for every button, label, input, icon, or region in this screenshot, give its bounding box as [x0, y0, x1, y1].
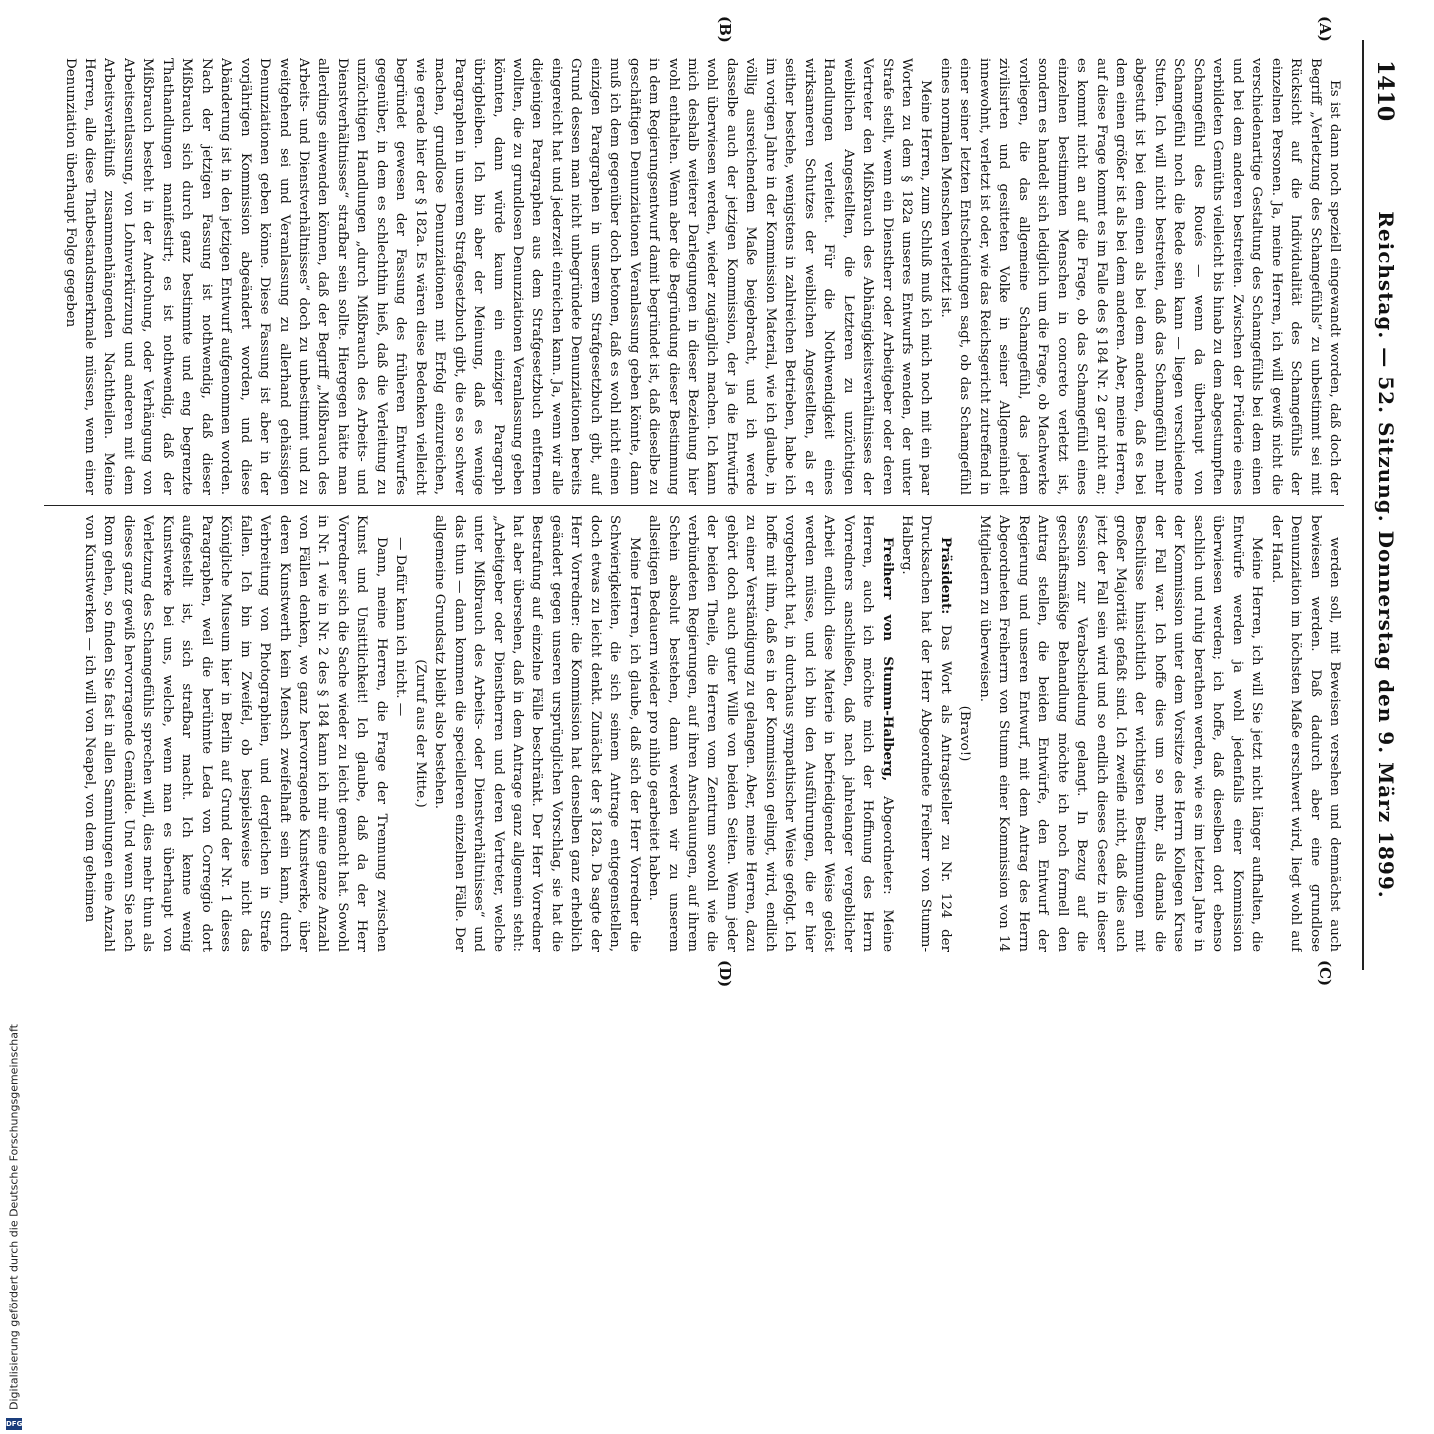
page-number: 1410: [1372, 60, 1398, 122]
speaker-name: Freiherr von Stumm-Halberg,: [879, 537, 896, 782]
paragraph: — Dafür kann ich nicht. —: [393, 537, 409, 717]
speech-text: Abgeordneter: Meine Herren, auch ich möchte mich der Hoffnung des Herrn Vorredners anschließen, daß nach jahrelanger vergeblicher Arbeit endlich diese Materie in befriedigender Weise gelöst werden müsse, und ich bin den Ausführungen, die er hier vorgebracht hat, in durchaus sympathischer Weise gefolgt. Ich hoffe mit ihm, daß es in der Kommission gelingt, wird, endlich zu einer Verständigung zu gelangen. Aber, meine Herren, dazu gehört doch auch guter Wille von beiden Seiten. Wenn jeder der beiden Theile, die Herren vom Zentrum sowohl wie die verbündeten Regierungen, auf ihren Anschauungen, auf ihrem Schein absolut bestehen, dann werden wir zu unserem allseitigen Bedauern wieder pro nihilo gearbeitet haben.: [646, 515, 895, 952]
speech-text: Das Wort als Antragsteller zu Nr. 124 der Drucksachen hat der Herr Abgeordnete Freiherr von Stumm-Halberg.: [899, 515, 953, 952]
interjection: (Bravo!): [957, 705, 973, 762]
left-column: [44, 58, 1344, 495]
paragraph: Meine Herren, ich glaube, daß sich der Herr Vorredner die Schwierigkeiten, die sich seinem Antrage entgegenstellen, doch etwas zu leicht denkt. Zunächst der § 182a. Da sagte der Herr Vorredner: die Kommission hat denselben ganz erheblich geändert gegen unseren ursprünglichen Vorschlag, sie hat die Bestrafung auf einzelne Fälle beschränkt. Der Herr Vorredner hat aber übersehen, daß in dem Antrage ganz allgemein steht: „Arbeitgeber oder Dienstherren und deren Vertreter, welche unter Mißbrauch des Arbeits- oder Dienstverhältnisses“ und das thun — dann kommen die specielleren einzelnen Fälle. Der allgemeine Grundsatz bleibt also bestehen.: [432, 515, 642, 952]
digitization-note-text: Digitalisierung gefördert durch die Deutsche Forschungsgemeinschaft: [7, 1024, 21, 1410]
column-divider: [44, 505, 1344, 506]
right-column: [44, 515, 1344, 952]
interjection: (Zuruf aus der Mitte.): [412, 659, 428, 808]
paragraph: Dann, meine Herren, die Frage der Trennung zwischen Kunst und Unsittlichkeit! Ich glaube, daß da der Herr Vorredner sich die Sache wieder zu leicht gemacht hat. Sowohl in Nr. 1 wie in Nr. 2 des § 184 kann ich mir eine ganze Anzahl von Fällen denken, wo ganz hervorragende Kunstwerke, über deren Kunstwerth kein Mensch zweifelhaft sein kann, durch Verbreitung von Photographien, und dergleichen in Strafe fallen. Ich bin im Zweifel, ob beispielsweise nicht das Königliche Museum hier in Berlin auf Grund der Nr. 1 dieses Paragraphen, weil die berühmte Leda von Correggio dort aufgestellt ist, sich strafbar macht. Ich kenne wenig Kunstwerke bei uns, welche, wenn man es überhaupt von Verletzung des Schamgefühls sprechen will, dies mehr thun als dieses ganz gewiß hervorragende Gemälde. Und wenn Sie nach Rom gehen, so finden Sie fast in allen Sammlungen eine Anzahl von Kunstwerken — ich will von Neapel, von dem geheimen: [82, 515, 389, 952]
running-title: Reichstag. — 52. Sitzung. Donnerstag den 9. März 1899.: [1374, 211, 1398, 899]
dfg-logo: DFG: [6, 1420, 23, 1428]
speaker-name: Präsident:: [937, 537, 954, 615]
paragraph: werden soll, mit Beweisen versehen und demnächst auch bewiesen werden. Daß dadurch aber eine grundlose Denunziation im höchsten Maße erschwert wird, liegt wohl auf der Hand.: [1268, 515, 1342, 952]
margin-mark-d: (D): [716, 960, 734, 988]
margin-mark-a: (A): [1316, 16, 1334, 42]
margin-mark-b: (B): [716, 16, 734, 43]
paragraph: Meine Herren, zum Schluß muß ich mich noch mit ein paar Worten zu dem § 182a unseres Entwurfs wenden, der unter Strafe stellt, wenn ein Dienstherr oder Arbeitgeber oder deren Vertreter den Mißbrauch des Abhängigkeitsverhältnisses der weiblichen Angestellten, die Letzteren zu unzüchtigen Handlungen verleitet. Für die Nothwendigkeit eines wirksameren Schutzes der weiblichen Angestellten, als er seither bestehe, wenigstens in zahlreichen Betrieben, habe ich im vorigen Jahre in der Kommission Material, wie ich glaube, in völlig ausreichendem Maße beigebracht, und ich werde dasselbe auch der jetzigen Kommission, der ja die Entwürfe wohl überwiesen werden, wieder zugänglich machen. Ich kann mich deshalb weiterer Darlegungen in dieser Beziehung hier wohl enthalten. Wenn aber die Begründung dieser Bestimmung in dem Regierungsentwurf damit begründet ist, daß dieselbe zu geschäftigen Denunziationen Veranlassung geben könnte, dann muß ich dem gegenüber doch betonen, daß es wohl nicht einen einzigen Paragraphen in unserem Strafgesetzbuch gibt, auf Grund dessen man nicht unbegründete Denunziationen bereits eingereicht hat und jederzeit einreichen kann. Ja, wenn wir alle diejenigen Paragraphen aus dem Strafgesetzbuch entfernen wollten, die zu grundlosen Denunziationen Veranlassung geben könnten, dann würde kaum ein einziger Paragraph übrigbleiben. Ich bin aber der Meinung, daß es wenige Paragraphen in unserem Strafgesetzbuch gibt, die es so schwer machen, grundlose Denunziationen mit Erfolg einzureichen, wie gerade hier der § 182a. Es wären diese Bedenken vielleicht begründet gewesen der Fassung des früheren Entwurfes gegenüber, in dem es schlechthin hieß, daß die Verleitung zu unzüchtigen Handlungen „durch Mißbrauch des Arbeits- und Dienstverhältnisses“ strafbar sein sollte. Hiergegen hätte man allerdings einwenden können, daß der Begriff „Mißbrauch des Arbeits- und Dienstverhältnisses“ doch zu unbestimmt und zu weitgehend sei und Veranlassung zu allerhand gehässigen Denunziationen geben könne. Diese Fassung ist aber in der vorjährigen Kommission abgeändert worden, und diese Abänderung ist in den jetzigen Entwurf aufgenommen worden. Nach der jetzigen Fassung ist nothwendig, daß dieser Mißbrauch sich durch ganz bestimmte und eng begrenzte Thathandlungen manifestirt; es ist nothwendig, daß der Mißbrauch besteht in der Androhung, oder Verhängung von Arbeitsentlassung, von Lohnverkürzung und anderen mit dem Arbeitsverhältniß zusammenhängenden Nachtheilen. Meine Herren, alle diese Thatbestandsmerkmale müssen, wenn einer Denunziation überhaupt Folge gegeben: [62, 58, 934, 495]
speech-stumm: [644, 515, 897, 952]
margin-mark-c: (C): [1316, 960, 1334, 987]
page-header: [1362, 40, 1404, 970]
paragraph: Es ist dann noch speziell eingewandt worden, daß doch der Begriff „Verletzung des Schamgefühls“ zu unbestimmt sei mit Rücksicht auf die Individualität des Schamgefühls der einzelnen Personen. Ja, meine Herren, ich will gewiß nicht die verschiedenartige Gestaltung des Schamgefühls bei dem einen und bei dem anderen bestreiten. Zwischen der Prüderie eines verbildeten Gemüths vielleicht bis hinab zu dem abgestumpften Schamgefühl des Roués — wenn da überhaupt von Schamgefühl noch die Rede sein kann — liegen verschiedene Stufen. Ich will nicht bestreiten, daß das Schamgefühl mehr abgestuft ist bei dem einen als bei dem anderen, daß es bei dem einen größer ist als bei dem anderen. Aber, meine Herren, auf diese Frage kommt es im Falle des § 184 Nr. 2 gar nicht an; es kommt nicht an auf die Frage, ob das Schamgefühl eines einzelnen bestimmten Menschen in concreto verletzt ist, sondern es handelt sich lediglich um die Frage, ob Machwerke vorliegen, die das allgemeine Schamgefühl, das jedem zivilisirten und gesitteten Volke in seiner Allgemeinheit innewohnt, verletzt ist oder, wie das Reichsgericht zutreffend in einer seiner letzten Entscheidungen sagt, ob das Schamgefühl eines normalen Menschen verletzt ist.: [937, 58, 1342, 495]
paragraph: Meine Herren, ich will Sie jetzt nicht länger aufhalten, die Entwürfe werden ja wohl jedenfalls einer Kommission überwiesen werden; ich hoffe, daß dieselben dort ebenso sachlich und ruhig berathen werden, wie es im letzten Jahre in der Kommission unter dem Vorsitze des Herrn Kollegen Kruse der Fall war. Ich hoffe dies um so mehr, als damals die Beschlüsse hinsichtlich der wichtigsten Bestimmungen mit großer Majorität gefaßt sind. Ich zweifle nicht, daß dies auch jetzt der Fall sein wird und so endlich dieses Gesetz in dieser Session zur Verabschiedung gelangt. In Bezug auf die geschäftsmäßige Behandlung möchte ich noch formell den Antrag stellen, die beiden Entwürfe, den Entwurf der Regierung und unseren Entwurf, mit dem Antrag des Herrn Abgeordneten Freiherrn von Stumm einer Kommission von 14 Mitgliedern zu überweisen.: [976, 515, 1265, 952]
speech-president: [897, 515, 955, 952]
digitization-note: [0, 1000, 28, 1434]
